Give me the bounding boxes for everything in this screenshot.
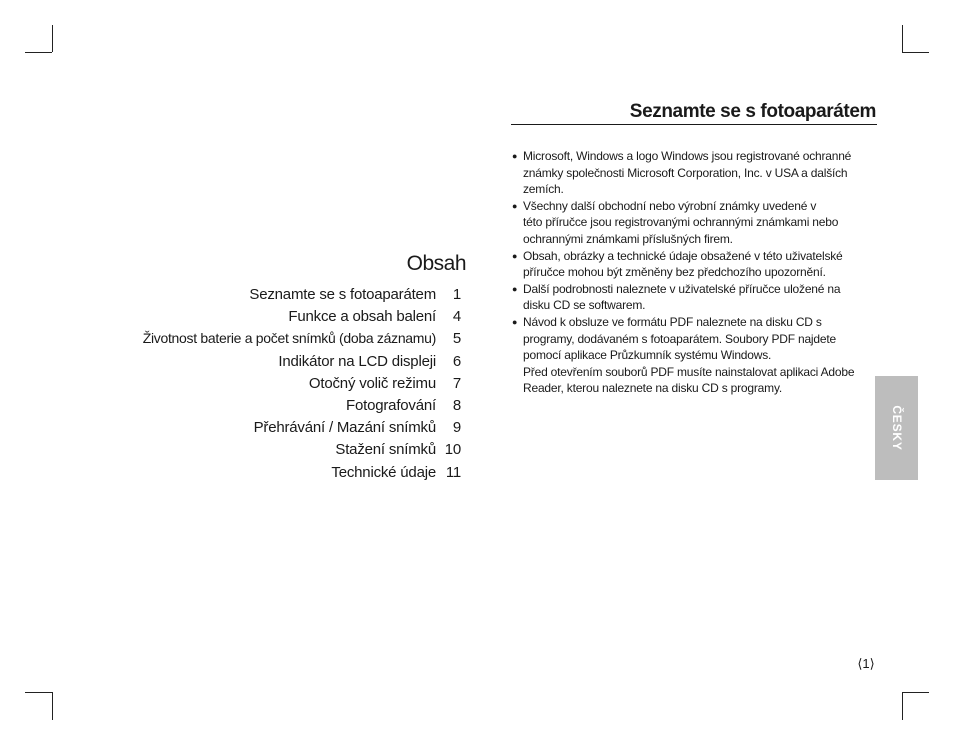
bullet-icon: ● [512, 151, 518, 161]
bullet-icon: ● [512, 200, 518, 211]
toc-entry[interactable] [100, 419, 468, 441]
note-line: Microsoft, Windows a logo Windows jsou registrované ochranné [523, 149, 852, 163]
crop-mark-top-left-h [25, 52, 52, 53]
toc-entry[interactable] [100, 441, 468, 463]
notes-list [512, 148, 876, 397]
bullet-icon: ● [512, 316, 518, 327]
note-line: ochrannými známkami příslušných firem. [523, 231, 733, 246]
note-line: Další podrobnosti naleznete v uživatelské příručce uložené na [523, 281, 841, 296]
toc-entry-label: Funkce a obsah balení [288, 308, 436, 326]
toc-entry-label: Stažení snímků [335, 441, 436, 459]
crop-mark-top-right-h [902, 52, 929, 53]
bullet-icon: ● [512, 283, 518, 294]
toc-entry[interactable] [100, 286, 468, 308]
page-number: ⟨1⟩ [857, 656, 875, 671]
list-item [512, 281, 876, 314]
crop-mark-top-right-v [902, 25, 903, 52]
toc-entry-page: 1 [452, 286, 461, 303]
toc-entry-label: Fotografování [346, 396, 436, 414]
toc-entry-label: Životnost baterie a počet snímků (doba záznamu) [142, 330, 436, 347]
toc-entry[interactable] [100, 330, 468, 352]
section-title: Seznamte se s fotoaparátem [629, 101, 876, 122]
table-of-contents [100, 286, 468, 486]
toc-entry-label: Technické údaje [331, 463, 436, 481]
toc-entry-page: 5 [452, 330, 461, 348]
language-tab-label: ČESKY [889, 405, 904, 451]
crop-mark-top-left-v [52, 25, 53, 52]
toc-entry[interactable] [100, 353, 468, 375]
toc-entry-page: 4 [452, 308, 461, 326]
list-item [512, 148, 876, 198]
toc-entry-page: 9 [452, 419, 461, 437]
note-line: disku CD se softwarem. [523, 298, 646, 313]
toc-entry[interactable] [100, 464, 468, 486]
toc-entry-label: Přehrávání / Mazání snímků [253, 419, 436, 437]
crop-mark-bottom-left-v [52, 692, 53, 720]
crop-mark-bottom-right-h [902, 692, 929, 693]
crop-mark-bottom-right-v [902, 692, 903, 720]
toc-entry[interactable] [100, 397, 468, 419]
note-line: zemích. [523, 182, 564, 197]
toc-entry-page: 8 [452, 396, 461, 414]
toc-entry[interactable] [100, 375, 468, 397]
toc-entry-page: 7 [452, 374, 461, 392]
bullet-icon: ● [512, 250, 518, 261]
crop-mark-bottom-left-h [25, 692, 52, 693]
note-line: známky společnosti Microsoft Corporation, Inc. v USA a dalších [523, 165, 848, 180]
note-line: Reader, kterou naleznete na disku CD s programy. [523, 381, 782, 396]
language-tab [875, 376, 918, 480]
section-title-rule [511, 124, 877, 125]
note-line: Návod k obsluze ve formátu PDF naleznete na disku CD s [523, 314, 822, 329]
list-item [512, 314, 876, 397]
note-line: Všechny další obchodní nebo výrobní známky uvedené v [523, 198, 817, 213]
toc-entry-label: Indikátor na LCD displeji [278, 352, 436, 370]
list-item [512, 248, 876, 281]
toc-entry[interactable] [100, 308, 468, 330]
note-line: pomocí aplikace Průzkumník systému Windows. [523, 348, 772, 363]
toc-entry-label: Otočný volič režimu [308, 374, 436, 392]
toc-entry-page: 10 [444, 441, 461, 459]
toc-entry-page: 11 [445, 463, 461, 481]
note-line: programy, dodávaném s fotoaparátem. Soubory PDF najdete [523, 331, 836, 346]
note-line: Obsah, obrázky a technické údaje obsažené v této uživatelské [523, 248, 843, 263]
toc-entry-label: Seznamte se s fotoaparátem [249, 286, 436, 303]
list-item [512, 198, 876, 248]
note-line: příručce mohou být změněny bez předchozího upozornění. [523, 265, 826, 280]
toc-title: Obsah [406, 252, 466, 275]
note-line: Před otevřením souborů PDF musíte nainstalovat aplikaci Adobe [523, 364, 855, 379]
note-line: této příručce jsou registrovanými ochrannými známkami nebo [523, 215, 839, 230]
toc-entry-page: 6 [452, 352, 461, 370]
